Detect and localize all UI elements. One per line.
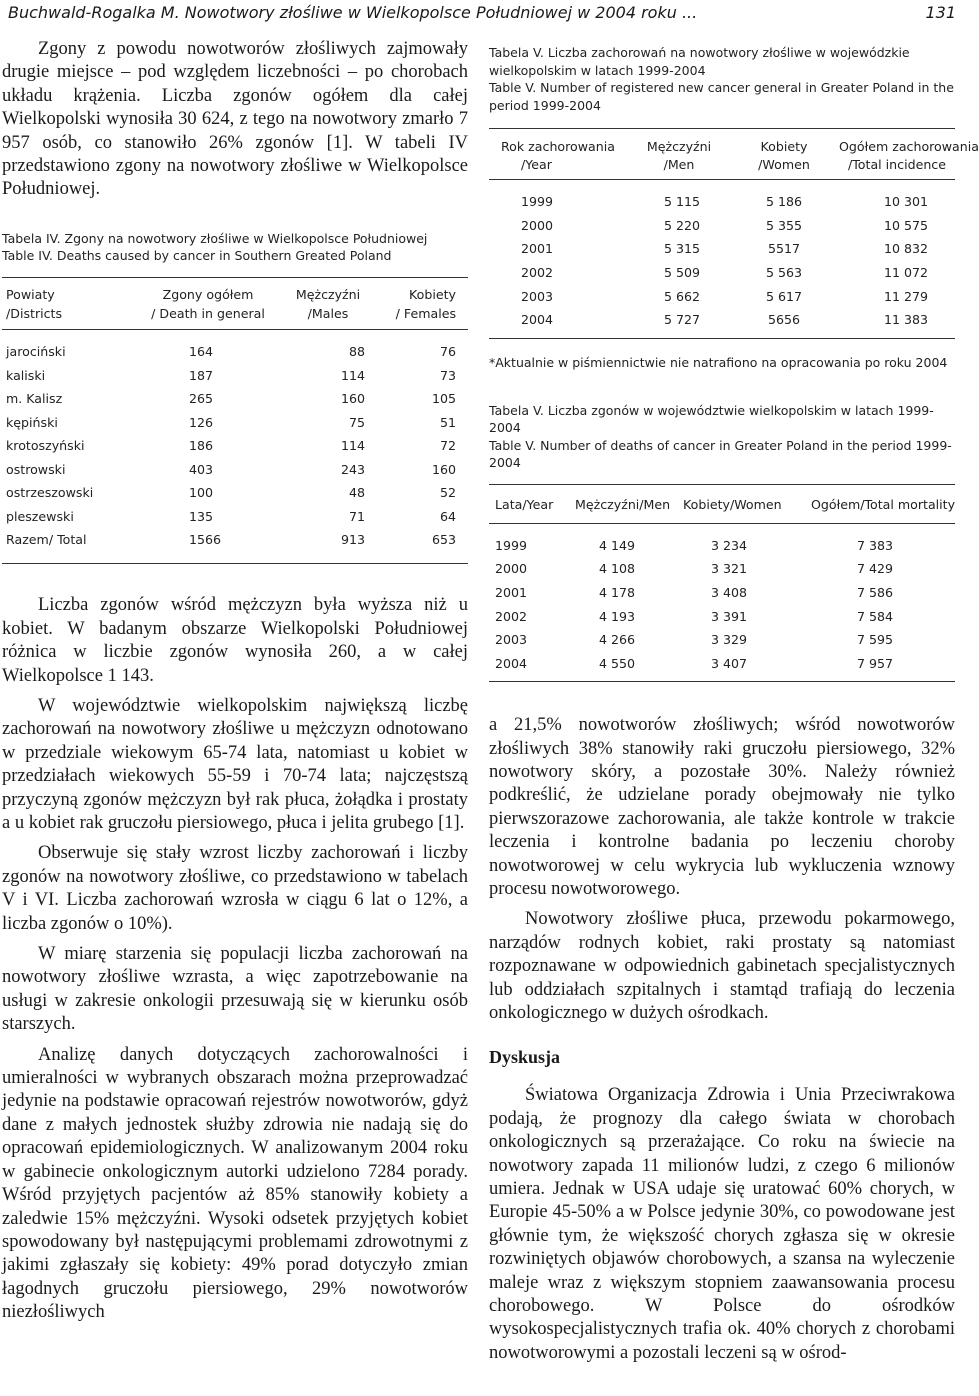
table5-body <box>489 180 955 338</box>
paragraph: Obserwuje się stały wzrost liczby zachorowań i liczby zgonów na nowotwory złośliwe, co przedstawiono w tabelach V i VI. Liczba zachorowań wzrosła w ciągu 6 lat o 12%, a liczba zgonów o 10%). <box>2 843 468 934</box>
table-cell: 11 279 <box>883 288 929 304</box>
table-cell: 5 186 <box>765 194 803 210</box>
table-row <box>489 237 955 261</box>
table-cell: 160 <box>431 461 456 477</box>
table-cell: 5 727 <box>663 312 701 328</box>
intro-paragraph: Zgony z powodu nowotworów złośliwych zajmowały drugie miejsce – pod względem liczebności – po chorobach układu krążenia. Liczba zgonów ogółem dla całej Wielkopolski wynosiła 30 624, z tego na nowotwory zmarło 7 957 osób, co stanowiło 26% zgonów [1]. W tabeli IV przedstawiono zgony na nowotwory złośliwe w Wielkopolsce Południowej. <box>2 39 468 200</box>
table-cell: 7 584 <box>857 608 894 624</box>
table-cell: 160 <box>340 391 365 407</box>
table4 <box>2 277 468 565</box>
table-cell: 48 <box>348 485 365 501</box>
table4-header-cell: Mężczyźni <box>295 286 361 302</box>
table4-header-cell: / Females <box>395 305 456 321</box>
table-cell: 187 <box>189 367 214 383</box>
table4-caption <box>2 230 468 265</box>
table-cell: kaliski <box>6 367 46 383</box>
table5-header-cell: Ogółem zachorowania <box>839 138 979 154</box>
table6-header-cell: Mężczyźni/Men <box>575 497 671 513</box>
table-cell: 2002 <box>521 265 554 281</box>
table-cell: 3 391 <box>711 608 748 624</box>
table4-header-row <box>2 285 468 304</box>
table-cell: kępiński <box>6 414 58 430</box>
table4-header-cell: Kobiety <box>409 286 456 302</box>
section-heading-dyskusja: Dyskusja <box>489 1047 561 1068</box>
table-row <box>489 628 955 652</box>
table5-header-cell: /Total incidence <box>848 156 946 172</box>
table5-header-cell: Mężczyźni <box>646 138 712 154</box>
paragraph: W miarę starzenia się populacji liczba zachorowań na nowotwory złośliwe wzrasta, a więc zapotrzebowanie na usługi w zakresie onkologii przesuwają się w kierunku osób starszych. <box>2 944 468 1035</box>
table-cell: 135 <box>189 508 214 524</box>
table-cell: 164 <box>189 344 214 360</box>
table-cell: 51 <box>439 414 456 430</box>
page-number: 131 <box>925 3 956 22</box>
paragraph: Liczba zgonów wśród mężczyzn była wyższa niż u kobiet. W badanym obszarze Wielkopolski Południowej różnica w liczbie zgonów wynosiła 260, a w całej Wielkopolsce 1 143. <box>2 595 468 686</box>
table-cell: 4 108 <box>599 561 636 577</box>
table6 <box>489 484 955 683</box>
table-cell: 3 408 <box>711 585 748 601</box>
table-cell: 4 193 <box>599 608 636 624</box>
table-row <box>489 604 955 628</box>
paragraph: Światowa Organizacja Zdrowia i Unia Przeciwrakowa podają, że prognozy dla całego świata w chorobach onkologicznych są przerażające. Co roku na świecie na nowotwory zapada 11 milionów ludzi, z czego 6 milionów umiera. Jednak w USA udaje się uratować 60% chorych, w Europie 45-50% a w Polsce jedynie 30%, co powodowane jest głównie tym, że większość chorych zgłasza się w okresie rozwiniętych objawów chorobowych, a szansa na wyleczenie maleje wraz z większym stopniem zaawansowania procesu chorobowego. W Polsce do ośrodków wysokospecjalistycznych trafia ok. 40% chorych z chorobami nowotworowymi a pozostali leczeni są w ośrod- <box>489 1085 955 1363</box>
paragraph: W województwie wielkopolskim największą liczbę zachorowań na nowotwory złośliwe u mężczyzn odnotowano w przedziale wiekowym 65-74 lata, natomiast u kobiet w przedziałach wiekowych 55-59 i 70-74 lata; najczęstszą przyczyną zgonów mężczyzn był rak płuca, żołądka i prostaty a u kobiet rak gruczołu piersiowego, płuca i jelita grubego [1]. <box>2 695 468 833</box>
table-cell: 7 957 <box>857 655 894 671</box>
paragraph: a 21,5% nowotworów złośliwych; wśród nowotworów złośliwych 38% stanowiły raki gruczołu piersiowego, 32% nowotwory skóry, a pozostałe 30%. Należy również podkreślić, że udzielane porady obejmowały nie tylko pierwszorazowe zachorowania, ale także kontrole w trakcie leczenia i kontrolne badania po leczeniu choroby nowotworowej w celu wykrycia lub wykluczenia wznowy procesu nowotworowego. <box>489 715 955 899</box>
table-cell: 105 <box>431 391 456 407</box>
table4-bottom-rule <box>2 563 468 564</box>
table-cell: ostrowski <box>6 461 66 477</box>
table4-header-cell: Zgony ogółem <box>162 286 254 302</box>
table-row <box>2 340 468 364</box>
table-cell: 5 220 <box>663 217 701 233</box>
table-cell: 5 115 <box>663 194 701 210</box>
table4-header-cell: /Males <box>307 305 349 321</box>
table-row <box>2 481 468 505</box>
table-cell: 75 <box>348 414 365 430</box>
table4-header <box>2 278 468 329</box>
table-row <box>489 652 955 676</box>
table-cell: 10 832 <box>883 241 929 257</box>
table-cell: 3 329 <box>711 632 748 648</box>
table5-caption-pl: Tabela V. Liczba zachorowań na nowotwory złośliwe w wojewódzkie wielkopolskim w latach 1999-2004 <box>489 45 910 78</box>
table-cell: 4 149 <box>599 537 636 553</box>
table-cell: 2004 <box>521 312 554 328</box>
table6-caption <box>489 402 955 472</box>
table-cell: 243 <box>340 461 365 477</box>
table-row <box>2 410 468 434</box>
table-cell: 7 586 <box>857 585 894 601</box>
table-cell: pleszewski <box>6 508 74 524</box>
table-cell: 72 <box>439 438 456 454</box>
table-cell: 7 383 <box>857 537 894 553</box>
table-cell: 186 <box>189 438 214 454</box>
table6-caption-pl: Tabela V. Liczba zgonów w województwie wielkopolskim w latach 1999-2004 <box>489 402 934 436</box>
table4-caption-pl: Tabela IV. Zgony na nowotwory złośliwe w Wielkopolsce Południowej <box>2 230 428 246</box>
table-cell: 5 662 <box>663 288 701 304</box>
table-cell: 4 550 <box>599 655 636 671</box>
right-column <box>489 44 979 1372</box>
left-column <box>2 38 468 1332</box>
table5-caption <box>489 44 955 114</box>
table-row <box>489 581 955 605</box>
table-cell: 11 072 <box>883 265 929 281</box>
table-cell: 126 <box>189 414 214 430</box>
table-cell: ostrzeszowski <box>6 485 94 501</box>
table-cell: 7 595 <box>857 632 894 648</box>
table5-footnote: *Aktualnie w piśmiennictwie nie natrafiono na opracowania po roku 2004 <box>489 354 948 370</box>
table6-header <box>489 485 955 523</box>
table-row <box>2 457 468 481</box>
table6-header-cell: Lata/Year <box>495 497 554 513</box>
table4-header-row <box>2 304 468 323</box>
table5-header-cell: Kobiety <box>760 138 808 154</box>
table-row <box>2 434 468 458</box>
paragraph: Analizę danych dotyczących zachorowalności i umieralności w wybranych obszarach można przeprowadzać jedynie na podstawie opracowań rejestrów nowotworów, gdyż dane z małych jednostek służby zdrowia nie nadają się do opracowań epidemiologicznych. W analizowanym 2004 roku w gabinecie onkologicznym autorki udzielono 7284 porady. Wśród przyjętych pacjentów aż 85% stanowiły kobiety a zaledwie 15% mężczyźni. Wysoki odsetek przyjętych kobiet spowodowany był następującymi problemami zdrowotnymi z jakimi zgłaszały się kobiety: 49% porad dotyczyło zmian łagodnych gruczołu piersiowego, 29% nowotworów niezłośliwych <box>2 1044 468 1323</box>
table5-header <box>489 129 979 179</box>
table-cell: 2001 <box>495 585 528 601</box>
table-row <box>489 557 955 581</box>
table-row <box>489 534 955 558</box>
table-cell: 4 266 <box>599 632 636 648</box>
table-cell: 114 <box>340 367 365 383</box>
running-title: Buchwald-Rogalka M. Nowotwory złośliwe w Wielkopolsce Południowej w 2004 roku ... <box>8 3 698 22</box>
table-cell: 5 509 <box>663 265 701 281</box>
table4-header-cell: Powiaty <box>6 286 55 302</box>
table5-header-row <box>489 137 979 155</box>
table5-header-cell: /Women <box>758 156 810 172</box>
table-row <box>2 387 468 411</box>
table-cell: 4 178 <box>599 585 636 601</box>
right-body-text <box>489 714 955 1025</box>
discussion-text <box>489 1084 955 1365</box>
table-cell: 2003 <box>521 288 554 304</box>
table-cell: 5656 <box>767 312 801 328</box>
table6-body <box>489 524 955 682</box>
paragraph: Nowotwory złośliwe płuca, przewodu pokarmowego, narządów rodnych kobiet, raki prostaty są natomiast rozpoznawane w odpowiednich gabinetach specjalistycznych lub oddziałach szpitalnych i stamtąd trafiają do leczenia onkologicznego w dużych ośrodkach. <box>489 909 955 1023</box>
table-row <box>489 308 955 332</box>
table-cell: 265 <box>189 391 214 407</box>
table4-body <box>2 330 468 564</box>
table-cell: 2002 <box>495 608 528 624</box>
table-cell: 10 301 <box>883 194 929 210</box>
table-row <box>489 284 955 308</box>
table-cell: 5 315 <box>663 241 701 257</box>
table-cell: 1999 <box>521 194 554 210</box>
table-cell: 2000 <box>521 217 554 233</box>
table-cell: 5 355 <box>765 217 803 233</box>
table-cell: 10 575 <box>883 217 929 233</box>
table-row <box>2 504 468 528</box>
table4-header-cell: /Districts <box>6 305 63 321</box>
table5-header-row <box>489 155 955 173</box>
table5 <box>489 128 979 339</box>
table-cell: 2004 <box>495 655 528 671</box>
left-intro-block <box>2 38 468 202</box>
table-row <box>489 214 955 238</box>
table6-header-cell: Ogółem/Total mortality <box>811 497 956 513</box>
table-cell: 11 383 <box>883 312 929 328</box>
table-row <box>2 363 468 387</box>
table-cell: jarociński <box>6 344 66 360</box>
table-cell: 403 <box>189 461 214 477</box>
table5-caption-en: Table V. Number of registered new cancer general in Greater Poland in the period 1999-2004 <box>489 80 954 113</box>
table6-bottom-rule <box>489 681 955 682</box>
table-cell: 2000 <box>495 561 528 577</box>
table5-header-cell: Rok zachorowania <box>501 138 615 154</box>
table-cell: 5517 <box>767 241 801 257</box>
table-cell: 1999 <box>495 537 528 553</box>
table-cell: 64 <box>439 508 456 524</box>
table-cell: 2003 <box>495 632 528 648</box>
table-cell: Razem/ Total <box>6 532 87 548</box>
table-cell: 52 <box>439 485 456 501</box>
table5-bottom-rule <box>489 338 955 339</box>
table-cell: 71 <box>348 508 365 524</box>
table-cell: 73 <box>439 367 456 383</box>
table5-header-cell: /Year <box>521 156 552 172</box>
table-cell: 3 407 <box>711 655 748 671</box>
table-row-total <box>2 528 468 552</box>
table4-header-cell: / Death in general <box>151 305 265 321</box>
table-cell: 3 321 <box>711 561 748 577</box>
table-row <box>489 190 955 214</box>
table-cell: 76 <box>439 344 456 360</box>
table-cell: 100 <box>189 485 214 501</box>
table-row <box>489 261 955 285</box>
table-cell: 5 617 <box>765 288 803 304</box>
table-cell: 913 <box>340 532 365 548</box>
table-cell: 653 <box>431 532 456 548</box>
table-cell: 1566 <box>189 532 222 548</box>
table-cell: krotoszyński <box>6 438 85 454</box>
table5-header-cell: /Men <box>663 156 695 172</box>
running-header <box>8 0 956 26</box>
table-cell: 2001 <box>521 241 554 257</box>
table6-header-cell: Kobiety/Women <box>683 497 782 513</box>
table-cell: m. Kalisz <box>6 391 63 407</box>
table-cell: 3 234 <box>711 537 748 553</box>
table6-header-row <box>489 493 955 517</box>
table-cell: 114 <box>340 438 365 454</box>
table4-caption-en: Table IV. Deaths caused by cancer in Southern Greated Poland <box>2 248 392 264</box>
table-cell: 7 429 <box>857 561 894 577</box>
left-body-text <box>2 594 468 1324</box>
table6-caption-en: Table V. Number of deaths of cancer in Greater Poland in the period 1999-2004 <box>489 437 952 471</box>
table-cell: 5 563 <box>765 265 803 281</box>
table-cell: 88 <box>348 344 365 360</box>
